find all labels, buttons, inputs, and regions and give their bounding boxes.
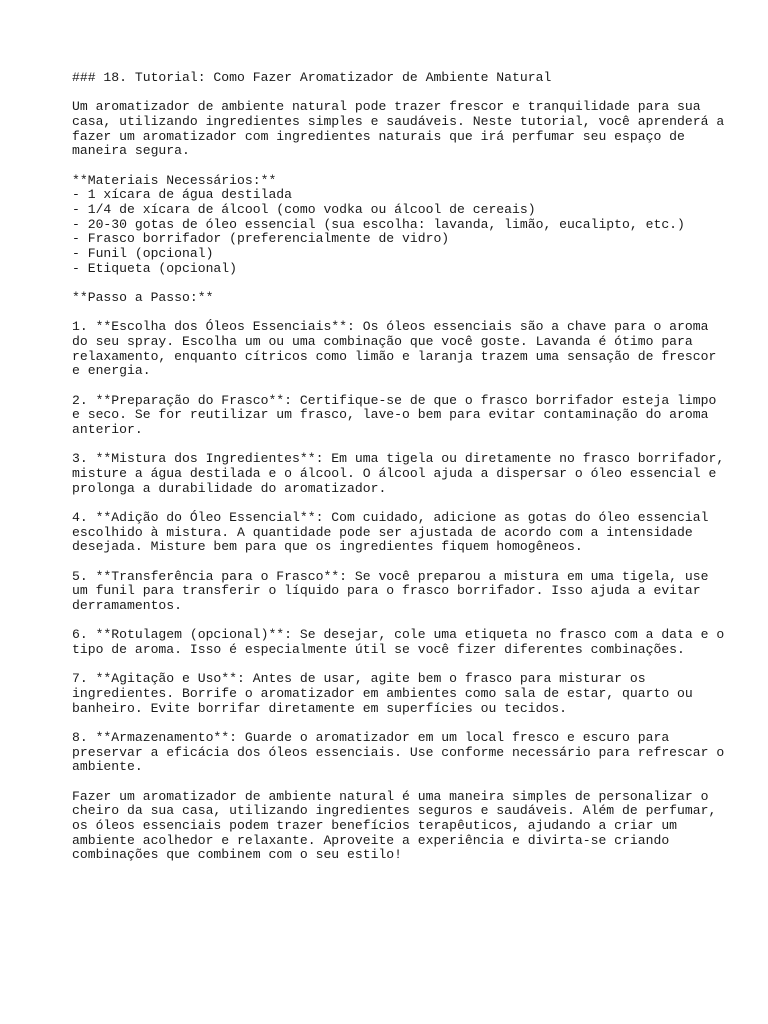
step-line: 4. **Adição do Óleo Essencial**: Com cuidado, adicione as gotas do óleo essencial <box>72 509 709 525</box>
step-7 <box>72 672 712 716</box>
step-line: tipo de aroma. Isso é especialmente útil se você fizer diferentes combinações. <box>72 641 685 657</box>
step-line: 7. **Agitação e Uso**: Antes de usar, agite bem o frasco para misturar os <box>72 671 646 687</box>
materials-item: - 1 xícara de água destilada <box>72 187 293 203</box>
intro-line: maneira segura. <box>72 143 190 159</box>
step-line: prolonga a durabilidade do aromatizador. <box>72 480 387 496</box>
steps-heading-block <box>72 291 712 306</box>
step-line: derramamentos. <box>72 598 183 613</box>
materials-item: - 20-30 gotas de óleo essencial (sua escolha: lavanda, limão, eucalipto, etc.) <box>72 216 685 232</box>
materials-section <box>72 174 712 277</box>
step-line: 3. **Mistura dos Ingredientes**: Em uma tigela ou diretamente no frasco borrifador, <box>72 451 725 467</box>
conclusion-line: os óleos essenciais podem trazer benefícios terapêuticos, ajudando a criar um <box>72 817 678 833</box>
step-line: 5. **Transferência para o Frasco**: Se você preparou a mistura em uma tigela, use <box>72 568 709 584</box>
step-line: banheiro. Evite borrifar diretamente em superfícies ou tecidos. <box>72 700 568 716</box>
step-line: escolhido à mistura. A quantidade pode ser ajustada de acordo com a intensidade <box>72 524 693 540</box>
materials-item: - 1/4 de xícara de álcool (como vodka ou álcool de cereais) <box>72 202 536 217</box>
conclusion-line: Fazer um aromatizador de ambiente natural é uma maneira simples de personalizar o <box>72 788 709 804</box>
step-line: anterior. <box>72 422 143 438</box>
step-5 <box>72 570 712 614</box>
document-heading <box>72 71 712 86</box>
conclusion-line: cheiro da sua casa, utilizando ingredientes seguros e saudáveis. Além de perfumar, <box>72 803 717 819</box>
document-page <box>72 70 725 878</box>
step-line: 8. **Armazenamento**: Guarde o aromatizador em um local fresco e escuro para <box>72 729 670 745</box>
step-line: do seu spray. Escolha um ou uma combinação que você goste. Lavanda é ótimo para <box>72 334 693 349</box>
materials-heading: **Materiais Necessários:** <box>72 172 277 188</box>
intro-line: fazer um aromatizador com ingredientes naturais que irá perfumar seu espaço de <box>72 128 685 144</box>
step-1 <box>72 319 717 379</box>
materials-item: - Etiqueta (opcional) <box>72 260 238 276</box>
step-4 <box>72 511 712 555</box>
intro-line: casa, utilizando ingredientes simples e saudáveis. Neste tutorial, você aprenderá a <box>72 113 725 129</box>
step-8 <box>72 729 725 775</box>
conclusion-paragraph <box>72 788 717 863</box>
conclusion-line: ambiente acolhedor e relaxante. Aproveite a experiência e divirta-se criando <box>72 832 670 848</box>
intro-line: Um aromatizador de ambiente natural pode trazer frescor e tranquilidade para sua <box>72 99 701 115</box>
step-line: preservar a eficácia dos óleos essenciais. Use conforme necessário para refrescar o <box>72 744 725 760</box>
step-2 <box>72 392 717 438</box>
step-line: ambiente. <box>72 759 143 775</box>
step-line: misture a água destilada e o álcool. O álcool ajuda a dispersar o óleo essencial e <box>72 466 717 481</box>
step-line: 6. **Rotulagem (opcional)**: Se desejar, cole uma etiqueta no frasco com a data e o <box>72 627 725 643</box>
step-line: um funil para transferir o líquido para o frasco borrifador. Isso ajuda a evitar <box>72 583 701 599</box>
conclusion-line: combinações que combinem com o seu estilo! <box>72 847 403 863</box>
step-line: relaxamento, enquanto cítricos como limão e laranja trazem uma sensação de frescor <box>72 348 717 364</box>
step-line: ingredientes. Borrife o aromatizador em ambientes como sala de estar, quarto ou <box>72 685 693 701</box>
step-line: 2. **Preparação do Frasco**: Certifique-se de que o frasco borrifador esteja limpo <box>72 392 717 408</box>
materials-item: - Frasco borrifador (preferencialmente de vidro) <box>72 231 450 247</box>
intro-paragraph <box>72 99 725 159</box>
heading-line: ### 18. Tutorial: Como Fazer Aromatizador de Ambiente Natural <box>72 70 552 85</box>
step-3 <box>72 451 725 496</box>
steps-heading: **Passo a Passo:** <box>72 290 214 306</box>
step-line: e seco. Se for reutilizar um frasco, lave-o bem para evitar contaminação do aroma <box>72 407 709 423</box>
materials-item: - Funil (opcional) <box>72 246 214 262</box>
step-line: e energia. <box>72 363 151 379</box>
step-6 <box>72 627 725 657</box>
step-line: desejada. Misture bem para que os ingredientes fiquem homogêneos. <box>72 539 583 555</box>
step-line: 1. **Escolha dos Óleos Essenciais**: Os óleos essenciais são a chave para o aroma <box>72 319 709 335</box>
